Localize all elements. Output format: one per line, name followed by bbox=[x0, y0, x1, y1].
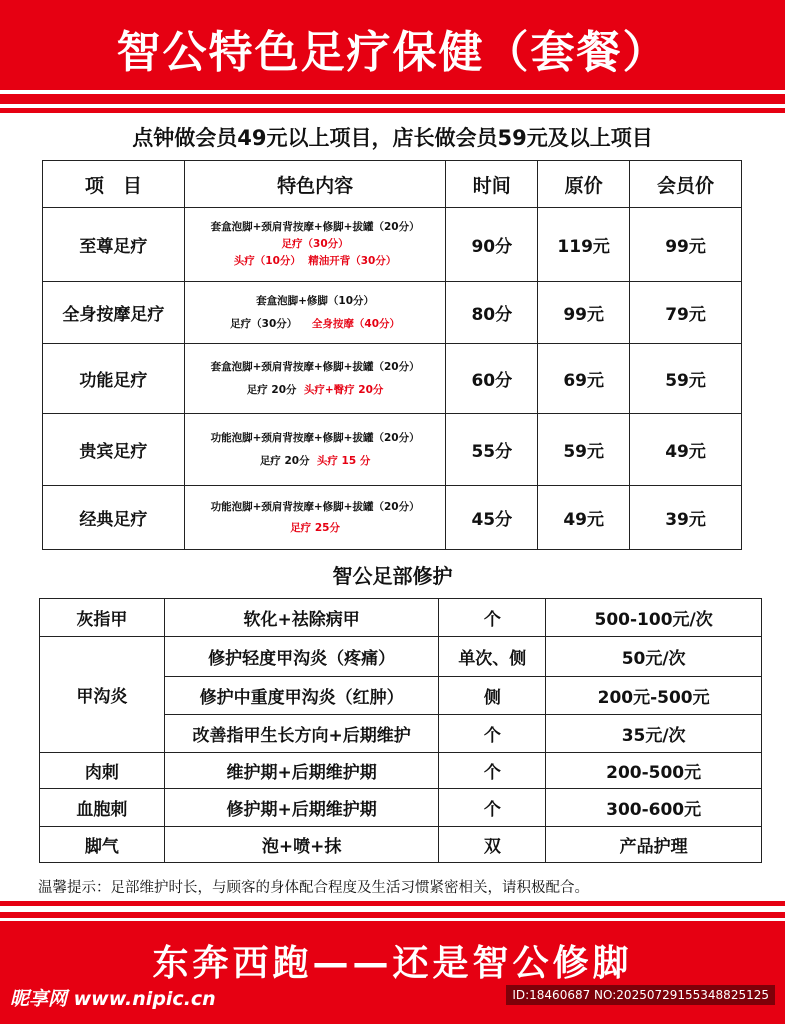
watermark-site: 昵享网 www.nipic.cn bbox=[10, 988, 216, 1010]
content-segment: 精油开背（30分） bbox=[308, 255, 397, 267]
table-row bbox=[40, 637, 762, 677]
repair-unit: 侧 bbox=[439, 677, 546, 715]
header-content: 特色内容 bbox=[184, 161, 446, 208]
repair-price: 产品护理 bbox=[546, 827, 762, 863]
repair-unit: 个 bbox=[439, 753, 546, 789]
content-segment: 功能泡脚+颈肩背按摩+修脚+拔罐（20分） bbox=[210, 431, 420, 444]
repair-service: 软化+祛除病甲 bbox=[164, 599, 439, 637]
repair-service: 改善指甲生长方向+后期维护 bbox=[164, 715, 439, 753]
package-member-price: 39元 bbox=[630, 486, 742, 550]
header-member-price: 会员价 bbox=[630, 161, 742, 208]
repair-category: 灰指甲 bbox=[40, 599, 165, 637]
content-line bbox=[185, 359, 446, 376]
package-content bbox=[184, 414, 446, 486]
table-header-row bbox=[43, 161, 742, 208]
repair-service: 维护期+后期维护期 bbox=[164, 753, 439, 789]
package-price: 119元 bbox=[538, 208, 630, 282]
package-name: 至尊足疗 bbox=[43, 208, 185, 282]
table-row bbox=[40, 789, 762, 827]
header-underline bbox=[0, 108, 785, 113]
table-row bbox=[40, 599, 762, 637]
repair-category: 肉刺 bbox=[40, 753, 165, 789]
repair-service: 泡+喷+抹 bbox=[164, 827, 439, 863]
table-row bbox=[43, 208, 742, 282]
package-price: 69元 bbox=[538, 344, 630, 414]
repair-unit: 个 bbox=[439, 599, 546, 637]
package-time: 80分 bbox=[446, 282, 538, 344]
footer-overline bbox=[0, 901, 785, 906]
repair-unit: 双 bbox=[439, 827, 546, 863]
package-time: 55分 bbox=[446, 414, 538, 486]
content-line bbox=[185, 316, 446, 333]
content-line bbox=[185, 499, 446, 516]
content-line bbox=[185, 253, 446, 270]
content-segment: 套盒泡脚+颈肩背按摩+修脚+拔罐（20分） bbox=[210, 360, 420, 373]
content-segment: 头疗（10分） bbox=[233, 255, 301, 267]
repair-category: 甲沟炎 bbox=[40, 637, 165, 753]
package-member-price: 79元 bbox=[630, 282, 742, 344]
table-row bbox=[40, 753, 762, 789]
table-row bbox=[40, 827, 762, 863]
package-member-price: 49元 bbox=[630, 414, 742, 486]
repair-unit: 单次、侧 bbox=[439, 637, 546, 677]
content-segment: 头疗+臀疗 20分 bbox=[303, 383, 384, 396]
header-time: 时间 bbox=[446, 161, 538, 208]
table-row bbox=[43, 344, 742, 414]
package-content bbox=[184, 282, 446, 344]
content-segment: 足疗 20分 bbox=[246, 383, 297, 396]
repair-category: 血胞刺 bbox=[40, 789, 165, 827]
repair-unit: 个 bbox=[439, 715, 546, 753]
package-time: 90分 bbox=[446, 208, 538, 282]
repair-service: 修护期+后期维护期 bbox=[164, 789, 439, 827]
repair-unit: 个 bbox=[439, 789, 546, 827]
warm-tip: 温馨提示：足部维护时长，与顾客的身体配合程度及生活习惯紧密相关，请积极配合。 bbox=[38, 880, 589, 896]
content-line bbox=[185, 293, 446, 310]
header-divider bbox=[0, 90, 785, 94]
repair-service: 修护轻度甲沟炎（疼痛） bbox=[164, 637, 439, 677]
content-segment: 功能泡脚+颈肩背按摩+修脚+拔罐（20分） bbox=[210, 500, 420, 513]
member-rule-subtitle: 点钟做会员49元以上项目，店长做会员59元及以上项目 bbox=[132, 126, 653, 150]
package-name: 功能足疗 bbox=[43, 344, 185, 414]
repair-category: 脚气 bbox=[40, 827, 165, 863]
content-segment: 足疗 25分 bbox=[290, 521, 340, 534]
foot-repair-table bbox=[39, 598, 762, 863]
repair-price: 50元/次 bbox=[546, 637, 762, 677]
package-content bbox=[184, 208, 446, 282]
repair-service: 修护中重度甲沟炎（红肿） bbox=[164, 677, 439, 715]
table-row bbox=[43, 486, 742, 550]
package-price: 49元 bbox=[538, 486, 630, 550]
content-segment: 足疗 20分 bbox=[259, 454, 310, 467]
content-segment: 足疗（30分） bbox=[281, 238, 349, 250]
package-member-price: 99元 bbox=[630, 208, 742, 282]
package-time: 45分 bbox=[446, 486, 538, 550]
footcare-package-table bbox=[42, 160, 742, 550]
content-segment: 头疗 15 分 bbox=[316, 454, 371, 467]
package-name: 贵宾足疗 bbox=[43, 414, 185, 486]
footer-slogan: 东奔西跑——还是智公修脚 bbox=[152, 943, 633, 984]
header-price: 原价 bbox=[538, 161, 630, 208]
content-line bbox=[185, 520, 446, 537]
repair-price: 35元/次 bbox=[546, 715, 762, 753]
package-content bbox=[184, 344, 446, 414]
package-time: 60分 bbox=[446, 344, 538, 414]
section-title-foot-repair: 智公足部修护 bbox=[332, 564, 453, 588]
package-price: 59元 bbox=[538, 414, 630, 486]
repair-price: 200元-500元 bbox=[546, 677, 762, 715]
repair-price: 300-600元 bbox=[546, 789, 762, 827]
content-line bbox=[185, 430, 446, 447]
package-name: 全身按摩足疗 bbox=[43, 282, 185, 344]
repair-price: 500-100元/次 bbox=[546, 599, 762, 637]
package-name: 经典足疗 bbox=[43, 486, 185, 550]
package-member-price: 59元 bbox=[630, 344, 742, 414]
content-segment: 全身按摩（40分） bbox=[311, 317, 401, 330]
content-segment: 足疗（30分） bbox=[230, 317, 298, 330]
page-title: 智公特色足疗保健（套餐） bbox=[116, 27, 669, 78]
content-segment: 套盒泡脚+颈肩背按摩+修脚+拔罐（20分） bbox=[210, 221, 420, 233]
repair-price: 200-500元 bbox=[546, 753, 762, 789]
package-price: 99元 bbox=[538, 282, 630, 344]
table-row bbox=[43, 282, 742, 344]
table-row bbox=[43, 414, 742, 486]
content-line bbox=[185, 236, 446, 253]
footer-divider bbox=[0, 918, 785, 921]
content-segment: 套盒泡脚+修脚（10分） bbox=[256, 294, 375, 307]
content-line bbox=[185, 382, 446, 399]
watermark-id: ID:18460687 NO:20250729155348825125 bbox=[506, 985, 775, 1005]
content-line bbox=[185, 453, 446, 470]
package-content bbox=[184, 486, 446, 550]
header-item: 项 目 bbox=[43, 161, 185, 208]
content-line bbox=[185, 219, 446, 236]
